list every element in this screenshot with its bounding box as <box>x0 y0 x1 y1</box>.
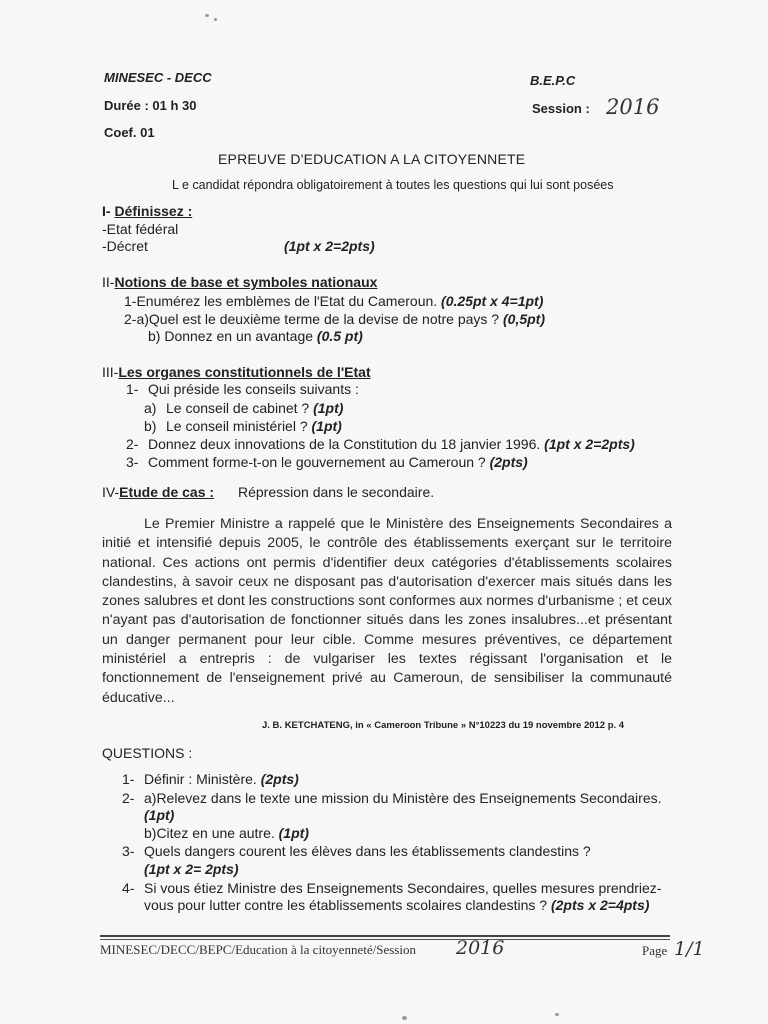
question2b <box>144 825 309 841</box>
section3-q1b-points: (1pt) <box>311 418 342 434</box>
section1-item: -Décret <box>102 238 148 254</box>
scan-speck <box>214 18 217 21</box>
section2-q2b-points: (0.5 pt) <box>316 328 363 344</box>
questions-heading: QUESTIONS : <box>102 745 193 761</box>
footer-left: MINESEC/DECC/BEPC/Education à la citoyenneté/Session <box>100 942 416 957</box>
question2a-text: a)Relevez dans le texte une mission du Ministère des Enseignements Secondaires. <box>144 790 662 806</box>
question2a-points: (1pt) <box>144 807 175 823</box>
section3-q1-num: 1- <box>126 381 139 397</box>
header-org: MINESEC - DECC <box>104 70 212 85</box>
question1 <box>144 771 299 787</box>
section2-q2a-text: 2-a)Quel est le deuxième terme de la devise de notre pays ? <box>124 311 500 327</box>
section2-heading <box>102 274 377 290</box>
section3-heading <box>102 364 371 380</box>
section1-prefix: I- <box>102 203 111 219</box>
case-study-source: J. B. KETCHATENG, in « Cameroon Tribune » N°10223 du 19 novembre 2012 p. 4 <box>262 720 625 731</box>
header-duration: Durée : 01 h 30 <box>104 98 197 113</box>
section2-q2b-text: b) Donnez en un avantage <box>148 328 314 344</box>
footer-page-number: 1/1 <box>674 938 705 960</box>
section3-q1b-label: b) <box>144 418 157 434</box>
section3-q2-text: Donnez deux innovations de la Constitution du 18 janvier 1996. <box>148 436 541 452</box>
section3-q1a <box>166 400 343 416</box>
question3-points: (1pt x 2= 2pts) <box>144 861 239 877</box>
section3-q2 <box>148 436 635 452</box>
section1-title: Définissez : <box>114 203 193 219</box>
question4-text-line1: Si vous étiez Ministre des Enseignements Secondaires, quelles mesures prendriez- <box>144 880 662 896</box>
section4-heading <box>102 484 214 500</box>
question4-line2 <box>144 897 649 913</box>
section3-q1b <box>166 418 342 434</box>
section3-q3-text: Comment forme-t-on le gouvernement au Cameroun ? <box>148 454 486 470</box>
section3-q2-num: 2- <box>126 436 139 452</box>
question3-num: 3- <box>122 843 135 859</box>
case-study-text: Le Premier Ministre a rappelé que le Ministère des Enseignements Secondaires a initié et intensifié depuis 2005, le contrôle des établissements exerçant sur le territoire national. Ces actions ont permis d'identifier deux catégories d'établissements scolaires clandestins, à savoir ceux ne disposant pas d'autorisation d'exercer mais situés dans les zones salubres et dont les constructions sont conformes aux normes d'urbanisme ; et ceux n'ayant pas d'autorisation de fonctionner situés dans les zones insalubres...et présentant un danger permanent pour leur cible. Comme mesures préventives, ce département ministériel a entrepris : de vulgariser les textes régissant l'organisation et le fonctionnement de l'enseignement privé au Cameroun, de sensibiliser la communauté éducative... <box>102 516 672 706</box>
header-exam: B.E.P.C <box>530 73 576 88</box>
section2-q1-text: 1-Enumérez les emblèmes de l'Etat du Cameroun. <box>124 293 438 309</box>
question1-num: 1- <box>122 771 135 787</box>
section3-q3-num: 3- <box>126 454 139 470</box>
section3-q3-points: (2pts) <box>489 454 528 470</box>
section4-subject: Répression dans le secondaire. <box>238 484 435 500</box>
question2b-text: b)Citez en une autre. <box>144 825 275 841</box>
section2-q1 <box>124 293 543 309</box>
section3-q1b-text: Le conseil ministériel ? <box>166 418 308 434</box>
question4-num: 4- <box>122 880 135 896</box>
footer-page-label: Page <box>642 943 668 958</box>
section2-q2a <box>124 311 545 327</box>
question1-text: Définir : Ministère. <box>144 771 257 787</box>
question2-num: 2- <box>122 790 135 806</box>
section3-title: Les organes constitutionnels de l'Etat <box>118 364 371 380</box>
header-session-label: Session : <box>532 101 590 116</box>
exam-instructions: L e candidat répondra obligatoirement à toutes les questions qui lui sont posées <box>172 178 614 192</box>
section2-q1-points: (0.25pt x 4=1pt) <box>441 293 544 309</box>
section3-q3 <box>148 454 528 470</box>
section4-prefix: IV- <box>102 484 120 500</box>
question3-text: Quels dangers courent les élèves dans les établissements clandestins ? <box>144 843 591 859</box>
header-session-year: 2016 <box>606 95 660 119</box>
section1-heading <box>102 203 192 219</box>
footer-rule <box>100 939 670 940</box>
exam-title: EPREUVE D'EDUCATION A LA CITOYENNETE <box>218 151 526 167</box>
section3-prefix: III- <box>102 364 119 380</box>
question4-points: (2pts x 2=4pts) <box>550 897 650 913</box>
scan-speck <box>205 14 209 17</box>
footer-session-year: 2016 <box>456 937 505 959</box>
question1-points: (2pts) <box>260 771 299 787</box>
section3-q1a-label: a) <box>144 400 157 416</box>
section2-prefix: II- <box>102 274 115 290</box>
section3-q1-text: Qui préside les conseils suivants : <box>148 381 359 397</box>
section1-item: -Etat fédéral <box>102 221 179 237</box>
section3-q1a-text: Le conseil de cabinet ? <box>166 400 310 416</box>
section2-q2b <box>148 328 363 344</box>
section4-title: Etude de cas : <box>119 484 215 500</box>
section2-title: Notions de base et symboles nationaux <box>114 274 378 290</box>
question4-text-line2: vous pour lutter contre les établissements scolaires clandestins ? <box>144 897 548 913</box>
header-coef: Coef. 01 <box>104 125 155 140</box>
section2-q2a-points: (0,5pt) <box>503 311 545 327</box>
question2b-points: (1pt) <box>278 825 309 841</box>
section1-points: (1pt x 2=2pts) <box>284 238 375 254</box>
scan-speck <box>402 1016 407 1020</box>
section3-q2-points: (1pt x 2=2pts) <box>544 436 635 452</box>
scan-speck <box>555 1013 559 1016</box>
section3-q1a-points: (1pt) <box>313 400 344 416</box>
footer-rule <box>100 935 670 937</box>
